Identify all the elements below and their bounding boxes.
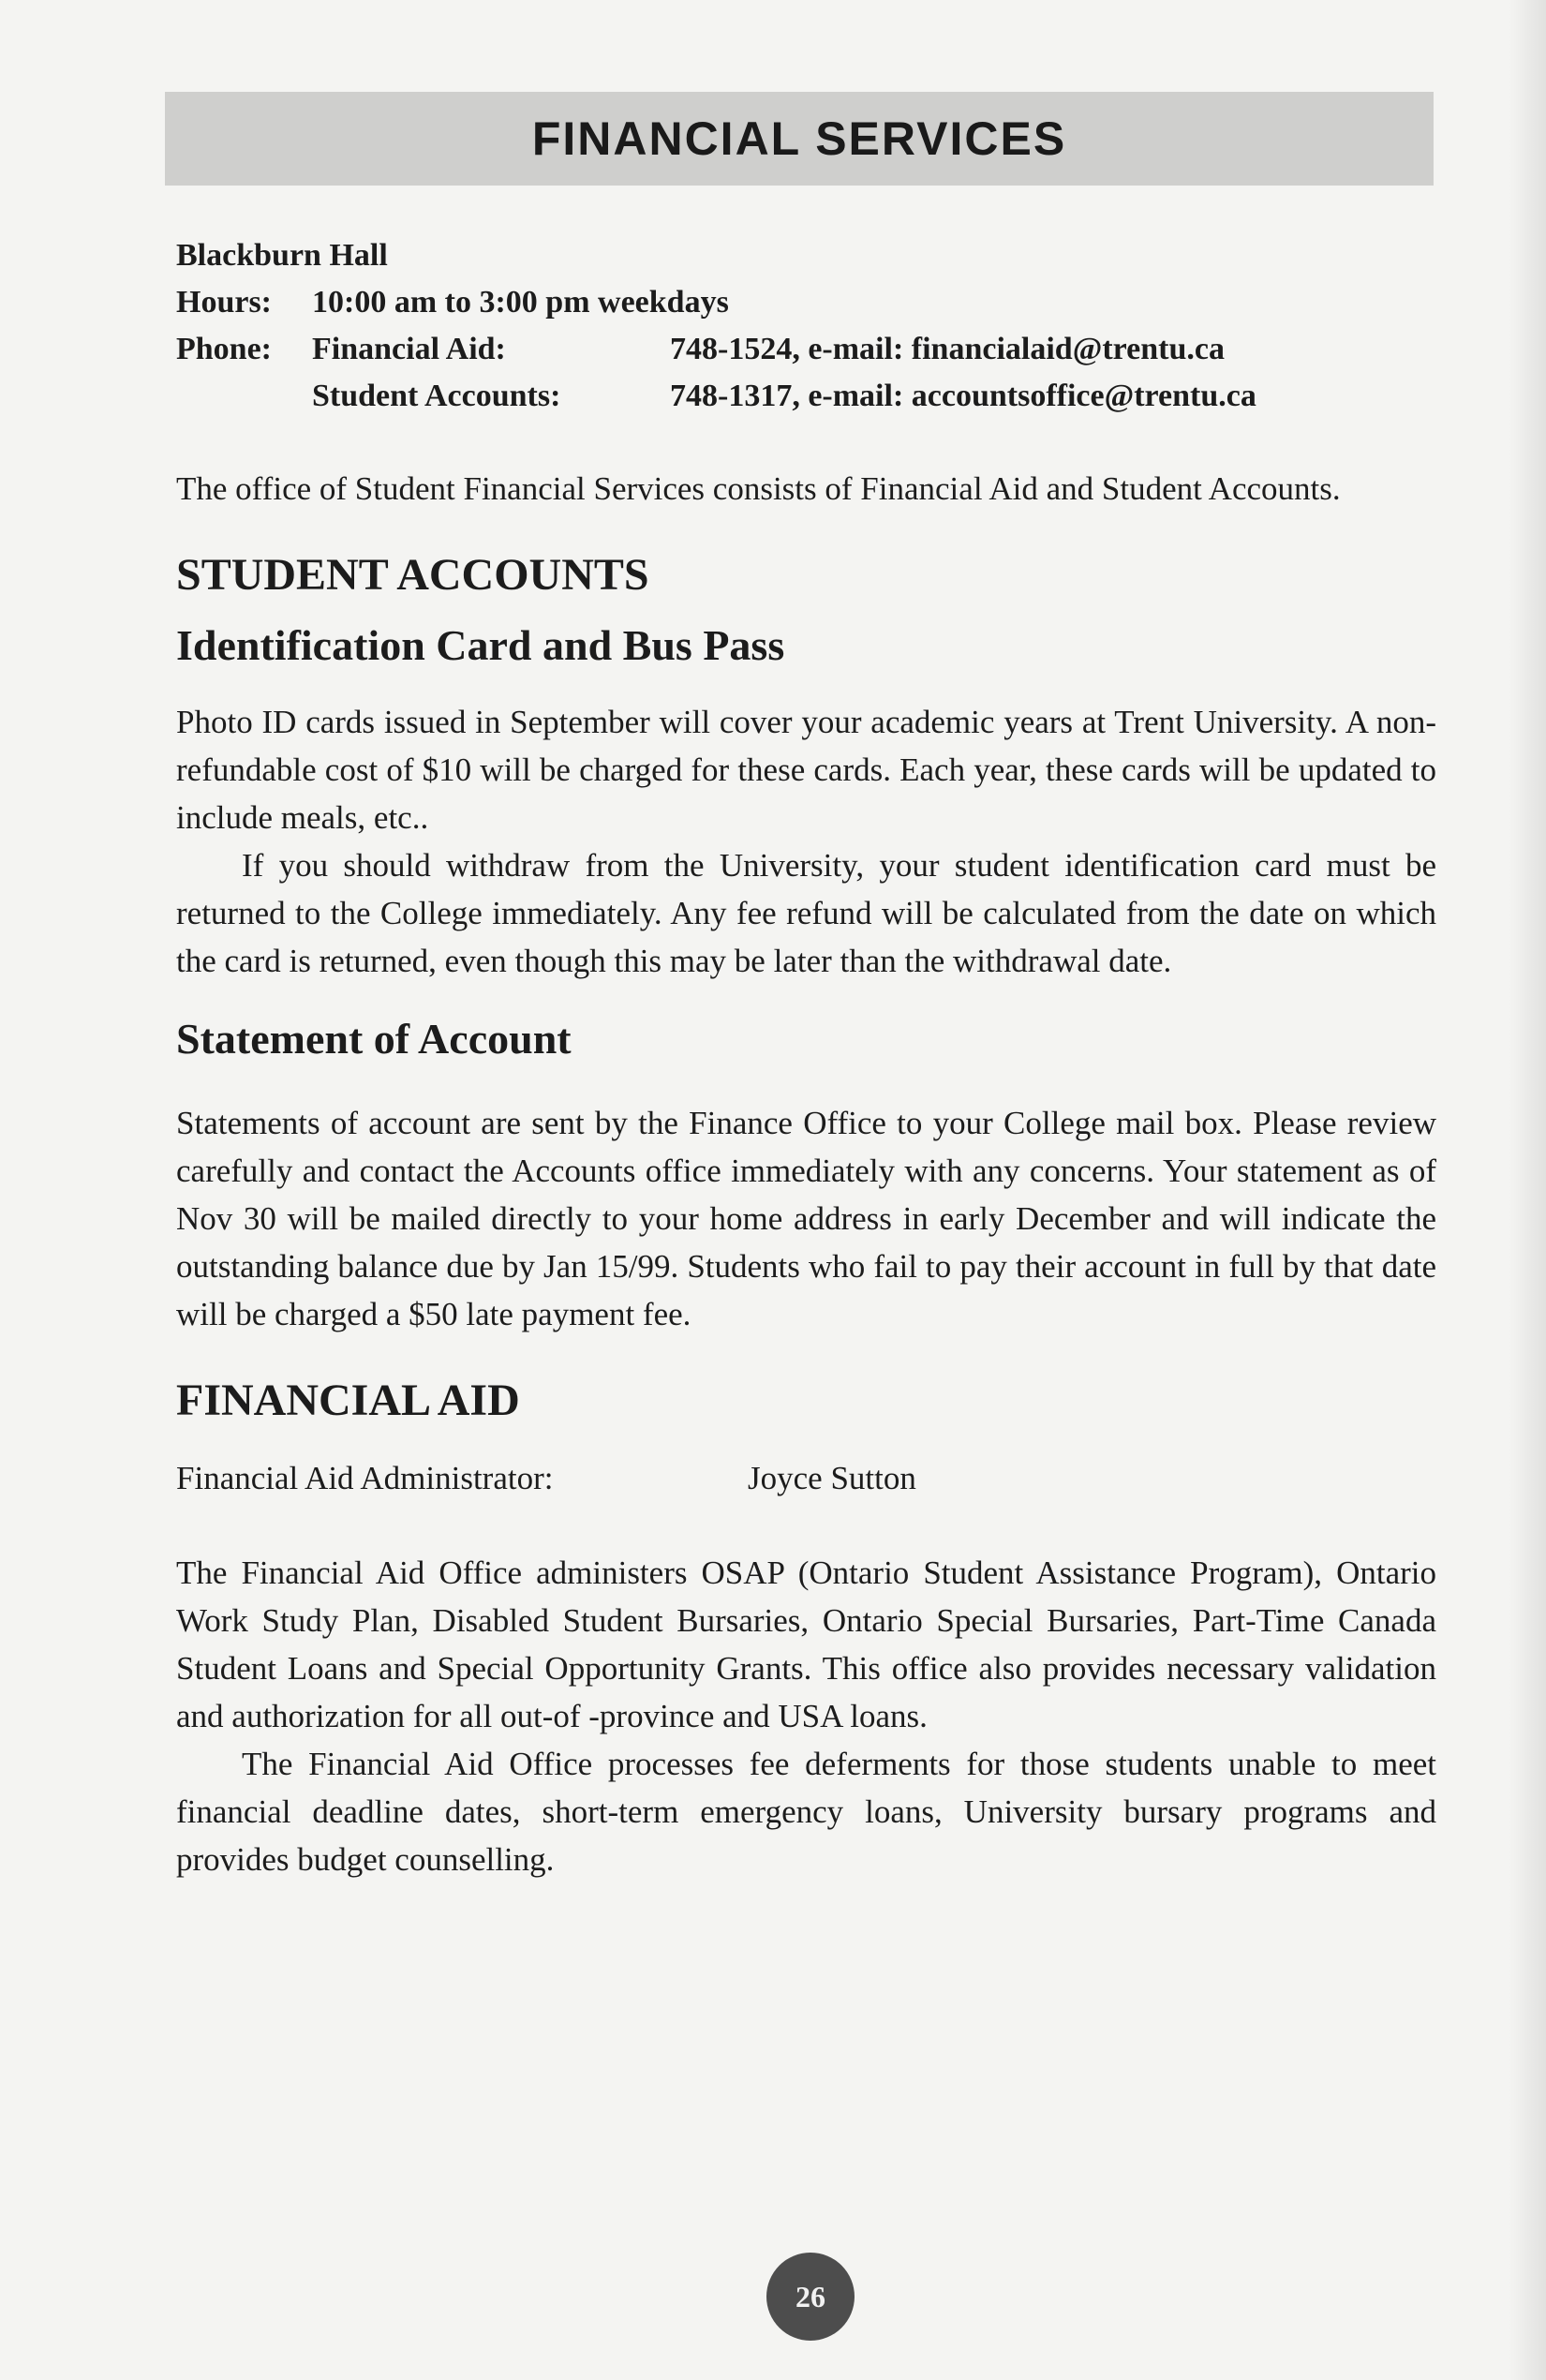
page-edge-shadow [1509,0,1546,2380]
contact-info [176,232,1436,420]
id-card-paragraph-2: If you should withdraw from the University, your student identification card must be returned to the College immediately. Any fee refund will be calculated from the date on which the card is returned, even though this may be later than the withdrawal date. [176,847,1436,979]
statement-paragraph: Statements of account are sent by the Finance Office to your College mail box. Please review carefully and contact the Accounts office immediately with any concerns. Your statement as of Nov 30 will be mailed directly to your home address in early December and will indicate the outstanding balance due by Jan 15/99. Students who fail to pay their account in full by that date will be charged a $50 late payment fee. [176,1105,1436,1332]
financial-aid-paragraph-1: The Financial Aid Office administers OSAP (Ontario Student Assistance Program), Ontario Work Study Plan, Disabled Student Bursaries, Ontario Special Bursaries, Part-Time Canada Student Loans and Special Opportunity Grants. This office also provides necessary validation and authorization for all out-of -province and USA loans. [176,1554,1436,1734]
section-header-band [165,92,1434,186]
phone-name: Financial Aid: [312,332,506,366]
location-row [176,232,1436,279]
phone-name: Student Accounts: [312,379,561,413]
id-card-paragraph-1: Photo ID cards issued in September will cover your academic years at Trent University. A non-refundable cost of $10 will be charged for these cards. Each year, these cards will be updated to include meals, etc.. [176,704,1436,836]
page-number-badge [766,2253,855,2341]
phone-label-spacer [176,373,312,420]
location: Blackburn Hall [176,238,388,273]
statement-heading: Statement of Account [176,1015,572,1063]
page-number: 26 [795,2279,825,2313]
page-title: FINANCIAL SERVICES [531,112,1067,165]
administrator-label: Financial Aid Administrator: [176,1460,554,1496]
id-card-heading: Identification Card and Bus Pass [176,621,785,669]
hours-value: 10:00 am to 3:00 pm weekdays [312,285,729,320]
hours-row [176,279,1436,326]
phone-row-financial-aid [176,326,1436,373]
phone-value: 748-1524, e-mail: financialaid@trentu.ca [670,332,1225,366]
intro-paragraph: The office of Student Financial Services consists of Financial Aid and Student Accounts. [176,470,1341,507]
phone-label: Phone: [176,332,272,366]
administrator-name: Joyce Sutton [748,1460,916,1496]
financial-aid-paragraph-2: The Financial Aid Office processes fee deferments for those students unable to meet financial deadline dates, short-term emergency loans, University bursary programs and provides budget counselling. [176,1746,1436,1878]
financial-aid-heading: FINANCIAL AID [176,1376,520,1425]
student-accounts-heading: STUDENT ACCOUNTS [176,550,649,600]
hours-label: Hours: [176,285,272,320]
page-content [176,232,1436,1883]
phone-value: 748-1317, e-mail: accountsoffice@trentu.ca [670,379,1256,413]
administrator-row [176,1454,1436,1502]
phone-row-student-accounts [176,373,1436,420]
